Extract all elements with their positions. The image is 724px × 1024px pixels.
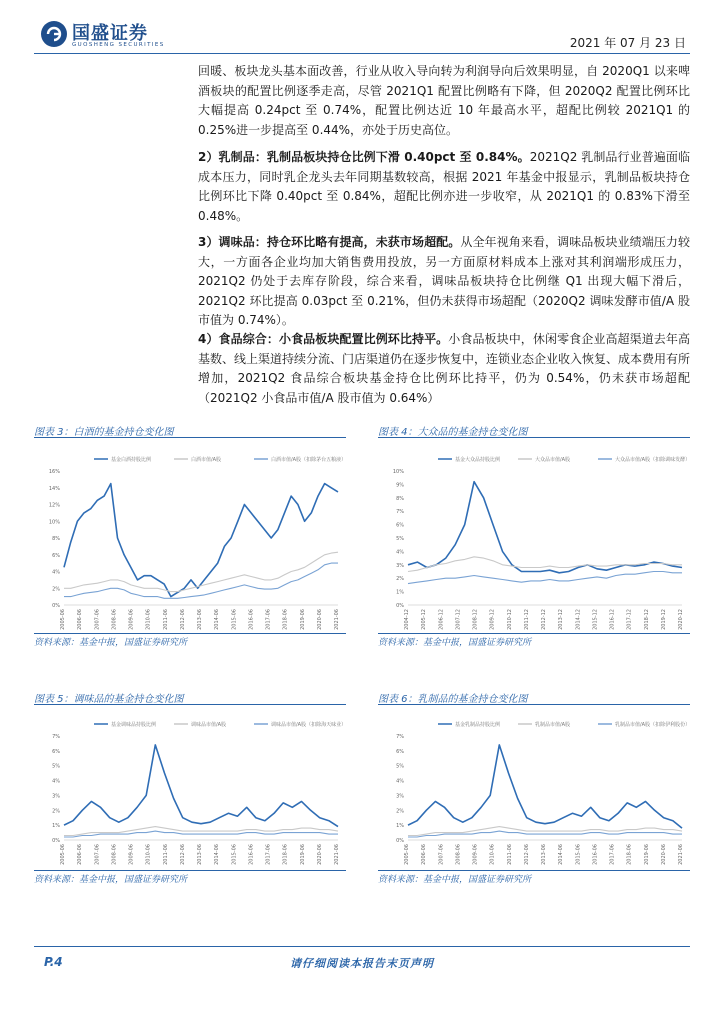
y-tick-label: 1% bbox=[52, 823, 60, 830]
paragraph-dairy bbox=[198, 148, 690, 226]
x-tick-label: 2005-06 bbox=[404, 844, 410, 865]
figure-divider bbox=[34, 870, 346, 871]
figure-5-source: 资料来源：基金中报，国盛证券研究所 bbox=[34, 875, 188, 885]
figure-divider bbox=[34, 437, 346, 438]
x-tick-label: 2014-06 bbox=[214, 609, 221, 630]
x-tick-label: 2011-06 bbox=[162, 609, 169, 630]
x-tick-label: 2014-06 bbox=[558, 844, 565, 865]
x-tick-label: 2013-06 bbox=[197, 844, 203, 865]
series-line-3 bbox=[408, 831, 682, 837]
legend-label: 大众品市值/A股 bbox=[535, 457, 571, 463]
y-tick-label: 10% bbox=[392, 469, 404, 475]
x-tick-label: 2009-06 bbox=[472, 844, 479, 865]
report-date: 2021 年 07 月 23 日 bbox=[569, 36, 686, 50]
x-tick-label: 2010-06 bbox=[145, 609, 152, 630]
page-number: P.4 bbox=[44, 955, 63, 969]
paragraph-condiment-heading: 3）调味品：持仓环比略有提高，未获市场超配。 bbox=[198, 235, 461, 249]
figure-3-source: 资料来源：基金中报，国盛证券研究所 bbox=[34, 638, 188, 648]
company-name-en: GUOSHENG SECURITIES bbox=[72, 42, 165, 48]
x-tick-label: 2021-06 bbox=[334, 609, 340, 630]
x-tick-label: 2017-06 bbox=[265, 844, 272, 865]
series-line-1 bbox=[408, 482, 682, 573]
paragraph-dairy-heading: 2）乳制品：乳制品板块持仓比例下滑 0.40pct 至 0.84%。 bbox=[198, 150, 530, 164]
x-tick-label: 2018-06 bbox=[626, 844, 633, 865]
x-tick-label: 2005-06 bbox=[60, 609, 66, 630]
y-tick-label: 0% bbox=[52, 603, 60, 609]
figure-6-chart bbox=[378, 716, 690, 866]
figure-3-title: 图表 3：白酒的基金持仓变化图 bbox=[34, 427, 174, 438]
x-tick-label: 2014-12 bbox=[575, 609, 582, 630]
figure-3 bbox=[34, 423, 346, 648]
legend-label: 调味品市值/A股 bbox=[191, 722, 227, 728]
x-tick-label: 2011-06 bbox=[162, 844, 169, 865]
paragraph-beer bbox=[198, 62, 690, 140]
x-tick-label: 2014-06 bbox=[214, 844, 221, 865]
x-tick-label: 2017-06 bbox=[609, 844, 616, 865]
x-tick-label: 2008-06 bbox=[111, 844, 118, 865]
paragraph-snack bbox=[198, 330, 690, 408]
x-tick-label: 2016-06 bbox=[592, 844, 599, 865]
x-tick-label: 2016-12 bbox=[609, 609, 616, 630]
x-tick-label: 2018-06 bbox=[282, 609, 289, 630]
x-tick-label: 2015-06 bbox=[231, 609, 238, 630]
y-tick-label: 6% bbox=[52, 748, 60, 755]
x-tick-label: 2018-06 bbox=[282, 844, 289, 865]
x-tick-label: 2013-12 bbox=[558, 609, 565, 630]
figure-6-source: 资料来源：基金中报，国盛证券研究所 bbox=[378, 875, 532, 885]
x-tick-label: 2011-06 bbox=[506, 844, 513, 865]
x-tick-label: 2009-06 bbox=[128, 609, 135, 630]
y-tick-label: 3% bbox=[396, 793, 404, 800]
y-tick-label: 1% bbox=[396, 589, 404, 596]
legend-label: 乳制品市值/A股 bbox=[535, 722, 571, 728]
x-tick-label: 2006-06 bbox=[77, 844, 84, 865]
series-line-1 bbox=[64, 745, 338, 827]
paragraph-beer-text: 回暖、板块龙头基本面改善，行业从收入导向转为利润导向后效果明显，自 2020Q1 以来啤酒板块的配置比例逐季走高，尽管 2021Q1 配置比例略有下降，但 2020Q2 配置比例环比大幅提高 0.24pct 至 0.74%，配置比例达近 10 年最高水平，超配比例较 2021Q1 的 0.25%进一步提高至 0.44%，亦处于历史高位。 bbox=[198, 64, 690, 137]
x-tick-label: 2019-06 bbox=[299, 844, 306, 865]
figure-5-chart bbox=[34, 716, 346, 866]
y-tick-label: 3% bbox=[52, 793, 60, 800]
page-footer bbox=[34, 946, 690, 976]
figure-6-title: 图表 6：乳制品的基金持仓变化图 bbox=[378, 694, 528, 705]
x-tick-label: 2018-12 bbox=[643, 609, 650, 630]
x-tick-label: 2007-12 bbox=[455, 609, 462, 630]
legend-label: 基金白酒持股比例 bbox=[111, 457, 152, 463]
x-tick-label: 2013-06 bbox=[541, 844, 547, 865]
x-tick-label: 2006-06 bbox=[421, 844, 428, 865]
x-tick-label: 2017-06 bbox=[265, 609, 272, 630]
x-tick-label: 2005-12 bbox=[421, 609, 428, 630]
y-tick-label: 7% bbox=[52, 734, 60, 740]
y-tick-label: 2% bbox=[396, 808, 404, 815]
x-tick-label: 2008-12 bbox=[472, 609, 479, 630]
x-tick-label: 2008-06 bbox=[455, 844, 462, 865]
x-tick-label: 2020-12 bbox=[678, 609, 684, 630]
figure-divider bbox=[378, 633, 690, 634]
y-tick-label: 0% bbox=[52, 838, 60, 844]
y-tick-label: 8% bbox=[52, 536, 60, 542]
x-tick-label: 2007-06 bbox=[438, 844, 445, 865]
x-tick-label: 2015-06 bbox=[575, 844, 582, 865]
x-tick-label: 2010-06 bbox=[145, 844, 152, 865]
legend-label: 白酒市值/A股（扣除茅台五粮液） bbox=[271, 457, 346, 463]
y-tick-label: 9% bbox=[396, 482, 404, 489]
legend-label: 乳制品市值/A股（扣除伊利股份） bbox=[615, 722, 690, 728]
y-tick-label: 7% bbox=[396, 509, 404, 516]
x-tick-label: 2011-12 bbox=[523, 609, 530, 630]
x-tick-label: 2006-12 bbox=[438, 609, 445, 630]
x-tick-label: 2020-06 bbox=[316, 844, 323, 865]
y-tick-label: 2% bbox=[396, 576, 404, 583]
y-tick-label: 5% bbox=[52, 763, 60, 770]
legend-label: 基金大众品持股比例 bbox=[455, 457, 501, 463]
y-tick-label: 4% bbox=[396, 778, 404, 785]
series-line-3 bbox=[64, 563, 338, 598]
y-tick-label: 0% bbox=[396, 603, 404, 609]
y-tick-label: 4% bbox=[52, 569, 60, 576]
figure-4-chart bbox=[378, 451, 690, 631]
figure-divider bbox=[34, 704, 346, 705]
figure-divider bbox=[378, 437, 690, 438]
x-tick-label: 2020-06 bbox=[316, 609, 323, 630]
y-tick-label: 4% bbox=[396, 549, 404, 556]
logo-icon bbox=[40, 20, 68, 48]
page-header bbox=[34, 18, 690, 54]
x-tick-label: 2019-06 bbox=[643, 844, 650, 865]
y-tick-label: 6% bbox=[396, 748, 404, 755]
x-tick-label: 2017-12 bbox=[626, 609, 633, 630]
y-tick-label: 8% bbox=[396, 495, 404, 502]
y-tick-label: 1% bbox=[396, 823, 404, 830]
figure-5-title: 图表 5：调味品的基金持仓变化图 bbox=[34, 694, 184, 705]
x-tick-label: 2005-06 bbox=[60, 844, 66, 865]
legend-label: 大众品市值/A股（扣除调味发酵） bbox=[615, 457, 690, 463]
company-name-cn: 国盛证券 bbox=[72, 23, 148, 44]
y-tick-label: 5% bbox=[396, 536, 404, 542]
x-tick-label: 2019-06 bbox=[299, 609, 306, 630]
x-tick-label: 2016-06 bbox=[248, 609, 255, 630]
legend-label: 基金乳制品持股比例 bbox=[455, 722, 501, 728]
series-line-3 bbox=[64, 831, 338, 837]
series-line-1 bbox=[408, 745, 682, 828]
y-tick-label: 3% bbox=[396, 562, 404, 569]
paragraph-snack-heading: 4）食品综合：小食品板块配置比例环比持平。 bbox=[198, 332, 449, 346]
x-tick-label: 2010-06 bbox=[489, 844, 496, 865]
series-line-3 bbox=[408, 572, 682, 584]
y-tick-label: 16% bbox=[48, 469, 60, 475]
figure-4-title: 图表 4：大众品的基金持仓变化图 bbox=[378, 427, 528, 438]
company-logo bbox=[34, 18, 184, 50]
y-tick-label: 2% bbox=[52, 586, 60, 593]
y-tick-label: 5% bbox=[396, 763, 404, 770]
figure-4 bbox=[378, 423, 690, 648]
y-tick-label: 6% bbox=[52, 552, 60, 559]
legend-label: 白酒市值/A股 bbox=[191, 457, 222, 463]
series-line-2 bbox=[64, 552, 338, 591]
y-tick-label: 2% bbox=[52, 808, 60, 815]
y-tick-label: 7% bbox=[396, 734, 404, 740]
x-tick-label: 2021-06 bbox=[334, 844, 340, 865]
figure-3-chart bbox=[34, 451, 346, 631]
y-tick-label: 0% bbox=[396, 838, 404, 844]
x-tick-label: 2021-06 bbox=[678, 844, 684, 865]
figure-4-source: 资料来源：基金中报，国盛证券研究所 bbox=[378, 638, 532, 648]
legend-label: 基金调味品持股比例 bbox=[111, 722, 157, 728]
x-tick-label: 2007-06 bbox=[94, 844, 101, 865]
x-tick-label: 2006-06 bbox=[77, 609, 84, 630]
paragraph-snack-text: 小食品板块中，休闲零食企业高超渠道去年高基数、线上渠道持续分流、门店渠道仍在逐步恢复中，连锁业态企业收入恢复、成本费用有所增加，2021Q2 食品综合板块基金持仓比例环比持平，仍为 0.54%，仍未获市场超配（2021Q2 小食品市值/A 股市值为 0.64%） bbox=[198, 332, 691, 405]
x-tick-label: 2020-06 bbox=[660, 844, 667, 865]
x-tick-label: 2015-12 bbox=[592, 609, 599, 630]
y-tick-label: 10% bbox=[48, 519, 60, 526]
x-tick-label: 2012-06 bbox=[179, 844, 186, 865]
x-tick-label: 2010-12 bbox=[506, 609, 513, 630]
y-tick-label: 4% bbox=[52, 778, 60, 785]
x-tick-label: 2016-06 bbox=[248, 844, 255, 865]
paragraph-condiment bbox=[198, 233, 690, 331]
figure-divider bbox=[378, 704, 690, 705]
x-tick-label: 2013-06 bbox=[197, 609, 203, 630]
x-tick-label: 2009-06 bbox=[128, 844, 135, 865]
figure-divider bbox=[378, 870, 690, 871]
figure-divider bbox=[34, 633, 346, 634]
figure-5 bbox=[34, 690, 346, 930]
x-tick-label: 2004-12 bbox=[404, 609, 410, 630]
series-line-2 bbox=[408, 557, 682, 572]
figure-6 bbox=[378, 690, 690, 930]
x-tick-label: 2019-12 bbox=[660, 609, 667, 630]
paragraph-condiment-text: 从全年视角来看，调味品板块业绩端压力较大，一方面各企业均加大销售费用投放，另一方面原材料成本上涨对其利润端形成压力，2021Q2 仍处于去库存阶段，综合来看，调味品板块持仓比例继 Q1 出现大幅下滑后，2021Q2 环比提高 0.03pct 至 0.21%，但仍未获得市场超配（2020Q2 调味发酵市值/A 股市值为 0.74%）。 bbox=[198, 235, 690, 327]
legend-label: 调味品市值/A股（扣除海天味业） bbox=[271, 722, 346, 728]
y-tick-label: 14% bbox=[48, 485, 60, 492]
footer-disclaimer: 请仔细阅读本报告末页声明 bbox=[290, 957, 434, 970]
x-tick-label: 2012-06 bbox=[179, 609, 186, 630]
y-tick-label: 6% bbox=[396, 522, 404, 529]
paragraph-dairy-text: 2021Q2 乳制品行业普遍面临成本压力，同时乳企龙头去年同期基数较高，根据 2021 年基金中报显示，乳制品板块持仓比例环比下降 0.40pct 至 0.84%，超配比例亦进一步收窄，从 2021Q1 的 0.83%下滑至 0.48%。 bbox=[198, 150, 690, 223]
x-tick-label: 2009-12 bbox=[489, 609, 496, 630]
x-tick-label: 2012-06 bbox=[523, 844, 530, 865]
y-tick-label: 12% bbox=[48, 502, 60, 509]
x-tick-label: 2007-06 bbox=[94, 609, 101, 630]
x-tick-label: 2015-06 bbox=[231, 844, 238, 865]
x-tick-label: 2012-12 bbox=[541, 609, 547, 630]
x-tick-label: 2008-06 bbox=[111, 609, 118, 630]
